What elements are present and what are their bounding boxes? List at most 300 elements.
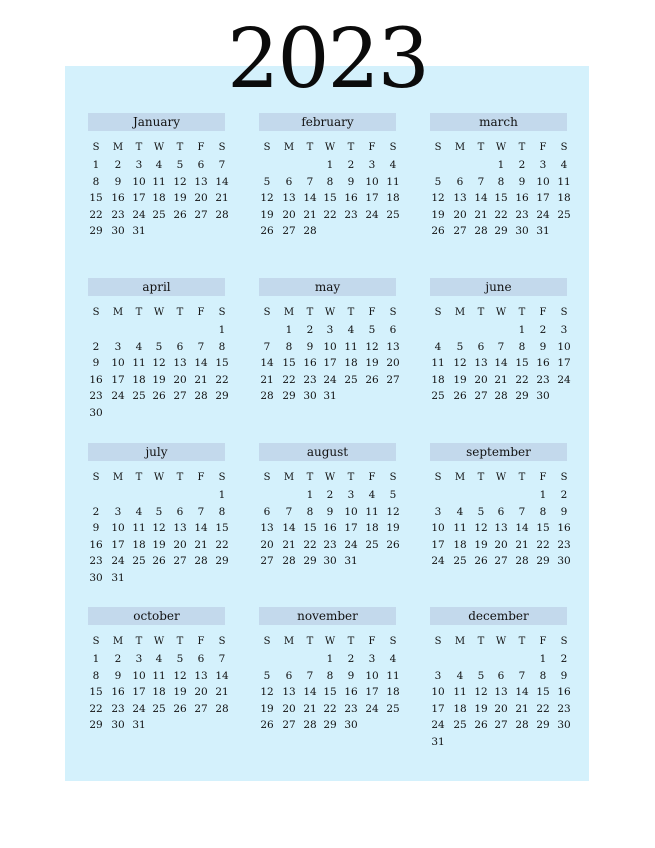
day-cell: 30 [536,390,550,402]
day-cell: 1 [306,489,314,501]
day-cell: 29 [536,555,550,567]
day-cell: 8 [326,175,334,188]
weekday-label: S [218,472,226,483]
day-cell: 29 [89,225,103,237]
day-cell: 7 [197,340,205,353]
day-cell: 27 [282,225,296,237]
day-cell: 13 [453,192,467,204]
weekday-label: M [454,307,466,318]
day-cell: 3 [135,159,143,171]
day-cell: 29 [215,390,229,402]
day-cell: 25 [386,702,400,715]
weekday-label: T [306,142,314,153]
day-cell: 4 [434,340,442,353]
day-cell: 4 [368,489,376,501]
day-cell: 23 [557,538,571,551]
day-cell: 21 [215,686,229,698]
day-cell: 9 [539,340,547,353]
day-cell: 11 [365,505,379,518]
day-cell: 18 [386,686,400,698]
day-cell: 2 [347,159,355,171]
day-cell: 18 [152,686,166,698]
day-cell: 2 [347,653,355,665]
day-cell: 18 [557,192,571,204]
weekday-label: M [112,307,124,318]
day-cell: 1 [326,653,334,665]
weekday-label: F [368,636,376,647]
day-cell: 8 [306,505,314,518]
day-cell: 24 [431,555,445,567]
day-cell: 18 [365,522,379,534]
day-cell: 13 [474,357,488,369]
weekday-label: S [434,472,442,483]
day-cell: 22 [323,208,337,221]
day-cell: 27 [282,719,296,731]
day-cell: 22 [515,373,529,386]
day-cell: 1 [218,489,226,501]
day-cell: 8 [539,505,547,518]
day-cell: 5 [176,653,184,665]
day-cell: 7 [218,653,226,665]
day-cell: 28 [194,555,208,567]
day-cell: 27 [474,390,488,402]
day-cell: 3 [368,159,376,171]
day-cell: 2 [114,653,122,665]
weekday-label: S [434,307,442,318]
weekday-label: S [92,142,100,153]
weekday-label: T [347,472,355,483]
day-cell: 18 [431,373,445,386]
day-cell: 7 [218,159,226,171]
weekday-label: F [539,142,547,153]
day-cell: 19 [152,538,166,551]
day-cell: 27 [386,373,400,386]
day-cell: 30 [344,719,358,731]
day-cell: 12 [474,522,488,534]
day-cell: 24 [111,390,125,402]
day-cell: 27 [173,555,187,567]
day-cell: 8 [285,340,293,353]
weekday-label: F [197,636,205,647]
day-cell: 14 [303,192,317,204]
day-cell: 31 [323,390,337,402]
day-cell: 14 [282,522,296,534]
day-cell: 8 [539,669,547,682]
day-cell: 16 [557,522,571,534]
month-header: may [259,278,396,296]
day-cell: 12 [173,669,187,682]
day-cell: 16 [515,192,529,204]
day-cell: 4 [456,669,464,682]
day-cell: 25 [152,702,166,715]
day-cell: 20 [453,208,467,221]
day-cell: 25 [132,555,146,567]
weekday-label: M [112,142,124,153]
day-cell: 16 [303,357,317,369]
day-cell: 27 [494,719,508,731]
weekday-label: W [153,636,165,647]
day-cell: 4 [155,159,163,171]
weekday-label: T [306,636,314,647]
day-cell: 10 [344,505,358,518]
day-cell: 12 [386,505,400,518]
weekday-label: T [347,636,355,647]
day-cell: 6 [176,340,184,353]
day-cell: 21 [194,373,208,386]
day-cell: 23 [303,373,317,386]
day-cell: 14 [215,175,229,188]
day-cell: 15 [536,686,550,698]
day-cell: 2 [326,489,334,501]
day-cell: 28 [474,225,488,237]
day-cell: 1 [518,324,526,336]
weekday-label: S [389,472,397,483]
day-cell: 3 [135,653,143,665]
day-cell: 29 [215,555,229,567]
weekday-label: S [92,636,100,647]
day-cell: 3 [434,505,442,518]
day-cell: 30 [557,555,571,567]
day-cell: 30 [89,406,103,419]
day-cell: 5 [263,669,271,682]
day-cell: 12 [474,686,488,698]
day-cell: 1 [285,324,293,336]
day-cell: 28 [215,208,229,221]
weekday-label: T [518,307,526,318]
weekday-label: S [263,307,271,318]
day-cell: 5 [477,669,485,682]
day-cell: 29 [536,719,550,731]
day-cell: 2 [92,340,100,353]
day-cell: 11 [386,175,400,188]
day-cell: 21 [282,538,296,551]
day-cell: 8 [92,669,100,682]
day-cell: 7 [306,669,314,682]
day-cell: 4 [135,340,143,353]
day-cell: 11 [431,357,445,369]
day-cell: 17 [132,686,146,698]
weekday-label: T [306,472,314,483]
day-cell: 19 [453,373,467,386]
day-cell: 6 [497,505,505,518]
day-cell: 1 [539,489,547,501]
day-cell: 13 [194,175,208,188]
day-cell: 23 [557,702,571,715]
month-header: november [259,607,396,625]
day-cell: 3 [347,489,355,501]
day-cell: 24 [431,719,445,731]
day-cell: 10 [323,340,337,353]
day-cell: 10 [365,175,379,188]
day-cell: 26 [152,390,166,402]
weekday-label: T [135,142,143,153]
day-cell: 8 [218,505,226,518]
day-cell: 4 [347,324,355,336]
day-cell: 14 [515,686,529,698]
weekday-label: T [347,307,355,318]
day-cell: 21 [515,538,529,551]
day-cell: 26 [173,702,187,715]
day-cell: 29 [323,719,337,731]
weekday-label: M [283,636,295,647]
day-cell: 26 [431,225,445,237]
weekday-label: M [454,142,466,153]
day-cell: 14 [303,686,317,698]
month-header: april [88,278,225,296]
day-cell: 17 [111,538,125,551]
day-cell: 21 [474,208,488,221]
day-cell: 29 [282,390,296,402]
weekday-label: W [153,307,165,318]
day-cell: 13 [494,686,508,698]
day-cell: 20 [386,357,400,369]
weekday-label: W [324,307,336,318]
day-cell: 7 [306,175,314,188]
day-cell: 23 [89,555,103,567]
day-cell: 6 [497,669,505,682]
day-cell: 20 [260,538,274,551]
weekday-label: S [560,307,568,318]
day-cell: 30 [515,225,529,237]
day-cell: 27 [260,555,274,567]
day-cell: 22 [282,373,296,386]
month-header: september [430,443,567,461]
day-cell: 24 [536,208,550,221]
weekday-label: T [518,636,526,647]
day-cell: 14 [494,357,508,369]
day-cell: 25 [365,538,379,551]
day-cell: 26 [260,225,274,237]
day-cell: 23 [89,390,103,402]
day-cell: 27 [194,702,208,715]
day-cell: 19 [260,702,274,715]
day-cell: 4 [389,653,397,665]
day-cell: 10 [431,522,445,534]
day-cell: 6 [456,175,464,188]
day-cell: 10 [111,357,125,369]
weekday-label: S [92,472,100,483]
weekday-label: S [434,636,442,647]
day-cell: 31 [536,225,550,237]
day-cell: 15 [215,357,229,369]
day-cell: 19 [152,373,166,386]
day-cell: 6 [285,175,293,188]
weekday-label: F [539,472,547,483]
day-cell: 5 [368,324,376,336]
day-cell: 14 [515,522,529,534]
day-cell: 24 [111,555,125,567]
day-cell: 9 [114,669,122,682]
day-cell: 26 [474,555,488,567]
day-cell: 18 [453,538,467,551]
day-cell: 28 [494,390,508,402]
day-cell: 7 [518,669,526,682]
year-title: 2023 [227,12,428,107]
day-cell: 8 [92,175,100,188]
day-cell: 12 [453,357,467,369]
day-cell: 13 [282,686,296,698]
day-cell: 28 [194,390,208,402]
day-cell: 11 [152,669,166,682]
day-cell: 25 [344,373,358,386]
day-cell: 14 [474,192,488,204]
day-cell: 17 [365,192,379,204]
day-cell: 31 [344,555,358,567]
day-cell: 9 [92,357,100,369]
day-cell: 16 [344,686,358,698]
day-cell: 16 [344,192,358,204]
day-cell: 19 [431,208,445,221]
day-cell: 27 [173,390,187,402]
day-cell: 18 [132,538,146,551]
day-cell: 23 [536,373,550,386]
day-cell: 1 [326,159,334,171]
day-cell: 13 [173,522,187,534]
day-cell: 9 [326,505,334,518]
day-cell: 5 [263,175,271,188]
month-header: august [259,443,396,461]
day-cell: 3 [434,669,442,682]
day-cell: 31 [132,719,146,731]
weekday-label: S [389,142,397,153]
day-cell: 24 [132,208,146,221]
day-cell: 24 [557,373,571,386]
day-cell: 25 [453,555,467,567]
day-cell: 6 [477,340,485,353]
day-cell: 19 [173,686,187,698]
weekday-label: F [539,307,547,318]
day-cell: 31 [431,735,445,748]
day-cell: 21 [303,702,317,715]
day-cell: 3 [368,653,376,665]
weekday-label: F [368,472,376,483]
day-cell: 2 [539,324,547,336]
day-cell: 23 [344,208,358,221]
weekday-label: S [218,636,226,647]
weekday-label: S [560,636,568,647]
day-cell: 27 [453,225,467,237]
day-cell: 15 [494,192,508,204]
day-cell: 24 [344,538,358,551]
day-cell: 20 [494,538,508,551]
day-cell: 2 [518,159,526,171]
weekday-label: S [263,636,271,647]
day-cell: 14 [260,357,274,369]
day-cell: 7 [497,340,505,353]
day-cell: 17 [365,686,379,698]
day-cell: 24 [365,702,379,715]
weekday-label: S [389,307,397,318]
day-cell: 27 [194,208,208,221]
day-cell: 5 [155,505,163,518]
day-cell: 9 [347,669,355,682]
day-cell: 3 [539,159,547,171]
day-cell: 19 [386,522,400,534]
day-cell: 16 [536,357,550,369]
day-cell: 20 [173,538,187,551]
day-cell: 5 [456,340,464,353]
day-cell: 16 [111,686,125,698]
weekday-label: M [283,472,295,483]
day-cell: 29 [515,390,529,402]
day-cell: 3 [326,324,334,336]
day-cell: 9 [347,175,355,188]
day-cell: 9 [560,669,568,682]
day-cell: 16 [89,373,103,386]
weekday-label: T [306,307,314,318]
day-cell: 15 [303,522,317,534]
day-cell: 30 [111,225,125,237]
day-cell: 13 [260,522,274,534]
day-cell: 28 [215,702,229,715]
day-cell: 25 [152,208,166,221]
day-cell: 24 [132,702,146,715]
day-cell: 29 [89,719,103,731]
day-cell: 14 [215,669,229,682]
day-cell: 9 [518,175,526,188]
day-cell: 20 [474,373,488,386]
day-cell: 10 [132,669,146,682]
day-cell: 18 [386,192,400,204]
day-cell: 18 [152,192,166,204]
day-cell: 26 [152,555,166,567]
day-cell: 11 [557,175,571,188]
weekday-label: W [495,307,507,318]
day-cell: 22 [89,702,103,715]
day-cell: 20 [282,208,296,221]
day-cell: 26 [474,719,488,731]
day-cell: 22 [303,538,317,551]
weekday-label: T [135,472,143,483]
day-cell: 20 [494,702,508,715]
day-cell: 23 [344,702,358,715]
day-cell: 6 [285,669,293,682]
day-cell: 11 [132,522,146,534]
weekday-label: W [324,636,336,647]
day-cell: 29 [494,225,508,237]
weekday-label: W [153,142,165,153]
weekday-label: S [263,142,271,153]
day-cell: 10 [132,175,146,188]
day-cell: 12 [173,175,187,188]
day-cell: 30 [303,390,317,402]
day-cell: 10 [111,522,125,534]
day-cell: 3 [114,340,122,353]
day-cell: 14 [194,522,208,534]
day-cell: 7 [477,175,485,188]
weekday-label: F [539,636,547,647]
day-cell: 8 [518,340,526,353]
day-cell: 20 [194,686,208,698]
day-cell: 15 [89,192,103,204]
day-cell: 1 [218,324,226,336]
day-cell: 8 [326,669,334,682]
weekday-label: T [176,472,184,483]
day-cell: 6 [263,505,271,518]
day-cell: 22 [215,373,229,386]
day-cell: 28 [282,555,296,567]
weekday-label: T [176,142,184,153]
day-cell: 19 [474,702,488,715]
day-cell: 13 [173,357,187,369]
day-cell: 20 [173,373,187,386]
day-cell: 11 [132,357,146,369]
day-cell: 17 [557,357,571,369]
day-cell: 28 [303,719,317,731]
weekday-label: F [197,472,205,483]
month-header: october [88,607,225,625]
day-cell: 17 [132,192,146,204]
